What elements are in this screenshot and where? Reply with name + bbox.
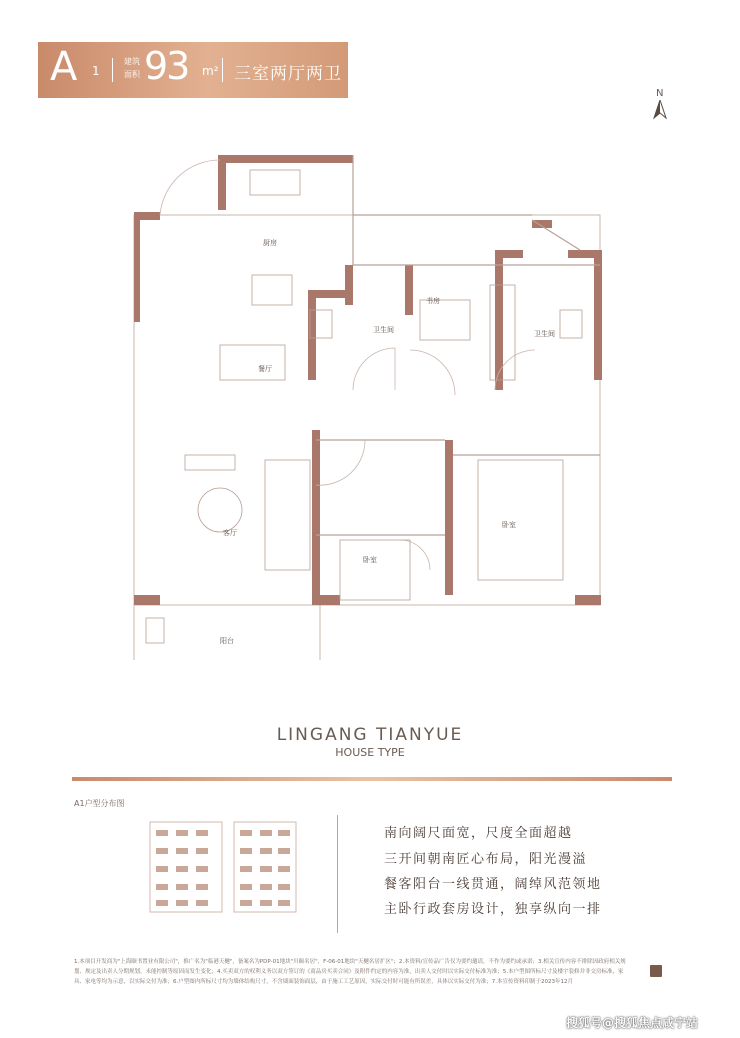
- wall: [445, 440, 453, 595]
- wall: [134, 212, 140, 322]
- wall: [405, 265, 413, 315]
- toilet: [560, 310, 582, 338]
- stove: [250, 170, 300, 195]
- feature-item: 三开间朝南匠心布局，阳光漫溢: [384, 852, 588, 867]
- feature-item: 南向阔尺面宽，尺度全面超越: [384, 826, 573, 841]
- banner-divider: [222, 58, 223, 82]
- room-label-bath2: 卫生间: [534, 330, 555, 338]
- area-label-bottom: 面积: [124, 70, 140, 79]
- wall: [134, 595, 160, 605]
- door-swing: [316, 440, 365, 485]
- feature-item: 主卧行政套房设计，独享纵向一排: [384, 902, 602, 917]
- study-desk: [420, 300, 470, 340]
- room-label-bedroom: 卧室: [363, 556, 377, 564]
- dining-table: [220, 345, 285, 380]
- wall: [218, 155, 353, 163]
- room-label-bath1: 卫生间: [373, 326, 394, 334]
- room-label-master-bedroom: 卧室: [502, 521, 516, 529]
- room-label-study: 书房: [426, 297, 440, 305]
- floor-plan: [120, 140, 610, 660]
- door-swing: [160, 160, 220, 215]
- area-unit: m²: [202, 64, 219, 78]
- wall: [312, 430, 320, 605]
- bed: [340, 540, 410, 600]
- banner-divider: [112, 58, 113, 82]
- room-label-kitchen: 厨房: [263, 239, 277, 247]
- area-label-top: 建筑: [124, 57, 140, 66]
- washer: [146, 618, 164, 643]
- door-swing: [353, 348, 395, 390]
- column-separator: [337, 815, 338, 933]
- unit-banner: [38, 42, 348, 98]
- balcony-outline: [134, 605, 320, 660]
- plan-outline: [134, 215, 600, 605]
- tv-cabinet: [185, 455, 235, 470]
- wall: [575, 595, 601, 605]
- room-label-living: 客厅: [223, 529, 237, 537]
- wall: [495, 250, 503, 390]
- master-bed: [478, 460, 563, 580]
- door-swing: [410, 350, 455, 395]
- door-swing: [400, 540, 430, 570]
- logo-icon: [650, 965, 662, 977]
- compass-label: N: [656, 88, 664, 99]
- kitchen-counter: [252, 275, 292, 305]
- wall: [218, 155, 226, 210]
- room-label-dining: 餐厅: [258, 365, 272, 373]
- feature-item: 餐客阳台一线贯通，阔绰风范领地: [384, 877, 602, 892]
- distribution-minimap: [148, 820, 298, 915]
- unit-code: A: [50, 44, 76, 90]
- area-value: 93: [144, 44, 189, 88]
- project-title: LINGANG TIANYUE: [276, 725, 464, 745]
- wall: [308, 290, 316, 380]
- distribution-label: A1户型分布图: [74, 799, 125, 808]
- wall: [594, 250, 602, 380]
- project-subtitle: HOUSE TYPE: [335, 746, 405, 759]
- north-arrow-icon: [652, 100, 668, 120]
- watermark: 搜狐号@搜狐焦点咸宁站: [566, 1016, 699, 1030]
- coffee-table: [198, 488, 242, 532]
- disclaimer-text: 1.本项目开发商为"上海颐书置业有限公司"，推广名为"临港天樾"，备案名为PDP-01地块"川颐名居"，F-06-01地块"天樾名居扩区"；2.本资料/宣传品广告仅为要约邀请，不作为要约或承诺；3.相关宣传内容不排除因政府相关规划、规定及出卖人分期规划、未能控制等原因而发生变化；4.买卖双方的权利义务以双方签订的《商品房买卖合同》及附件约定的内容为准，出卖人交付时以实际交付标准为准；5.本户型图所标尺寸及楼宇装修并非交房标准，家具、家电等均为示意，以实际交付为准；6.户型图内所标尺寸均为墙体结构尺寸，不含墙面装饰面层，由于施工工艺原因，实际交付时可能有所误差，具体以实际交付为准；7.本宣传资料印制于2023年12月: [74, 959, 626, 985]
- wall: [345, 265, 353, 305]
- partition: [532, 220, 580, 250]
- layout-type: 三室两厅两卫: [234, 64, 342, 84]
- divider: [72, 777, 672, 781]
- sofa: [265, 460, 310, 570]
- unit-subscript: 1: [92, 64, 100, 78]
- room-label-balcony: 阳台: [220, 637, 234, 645]
